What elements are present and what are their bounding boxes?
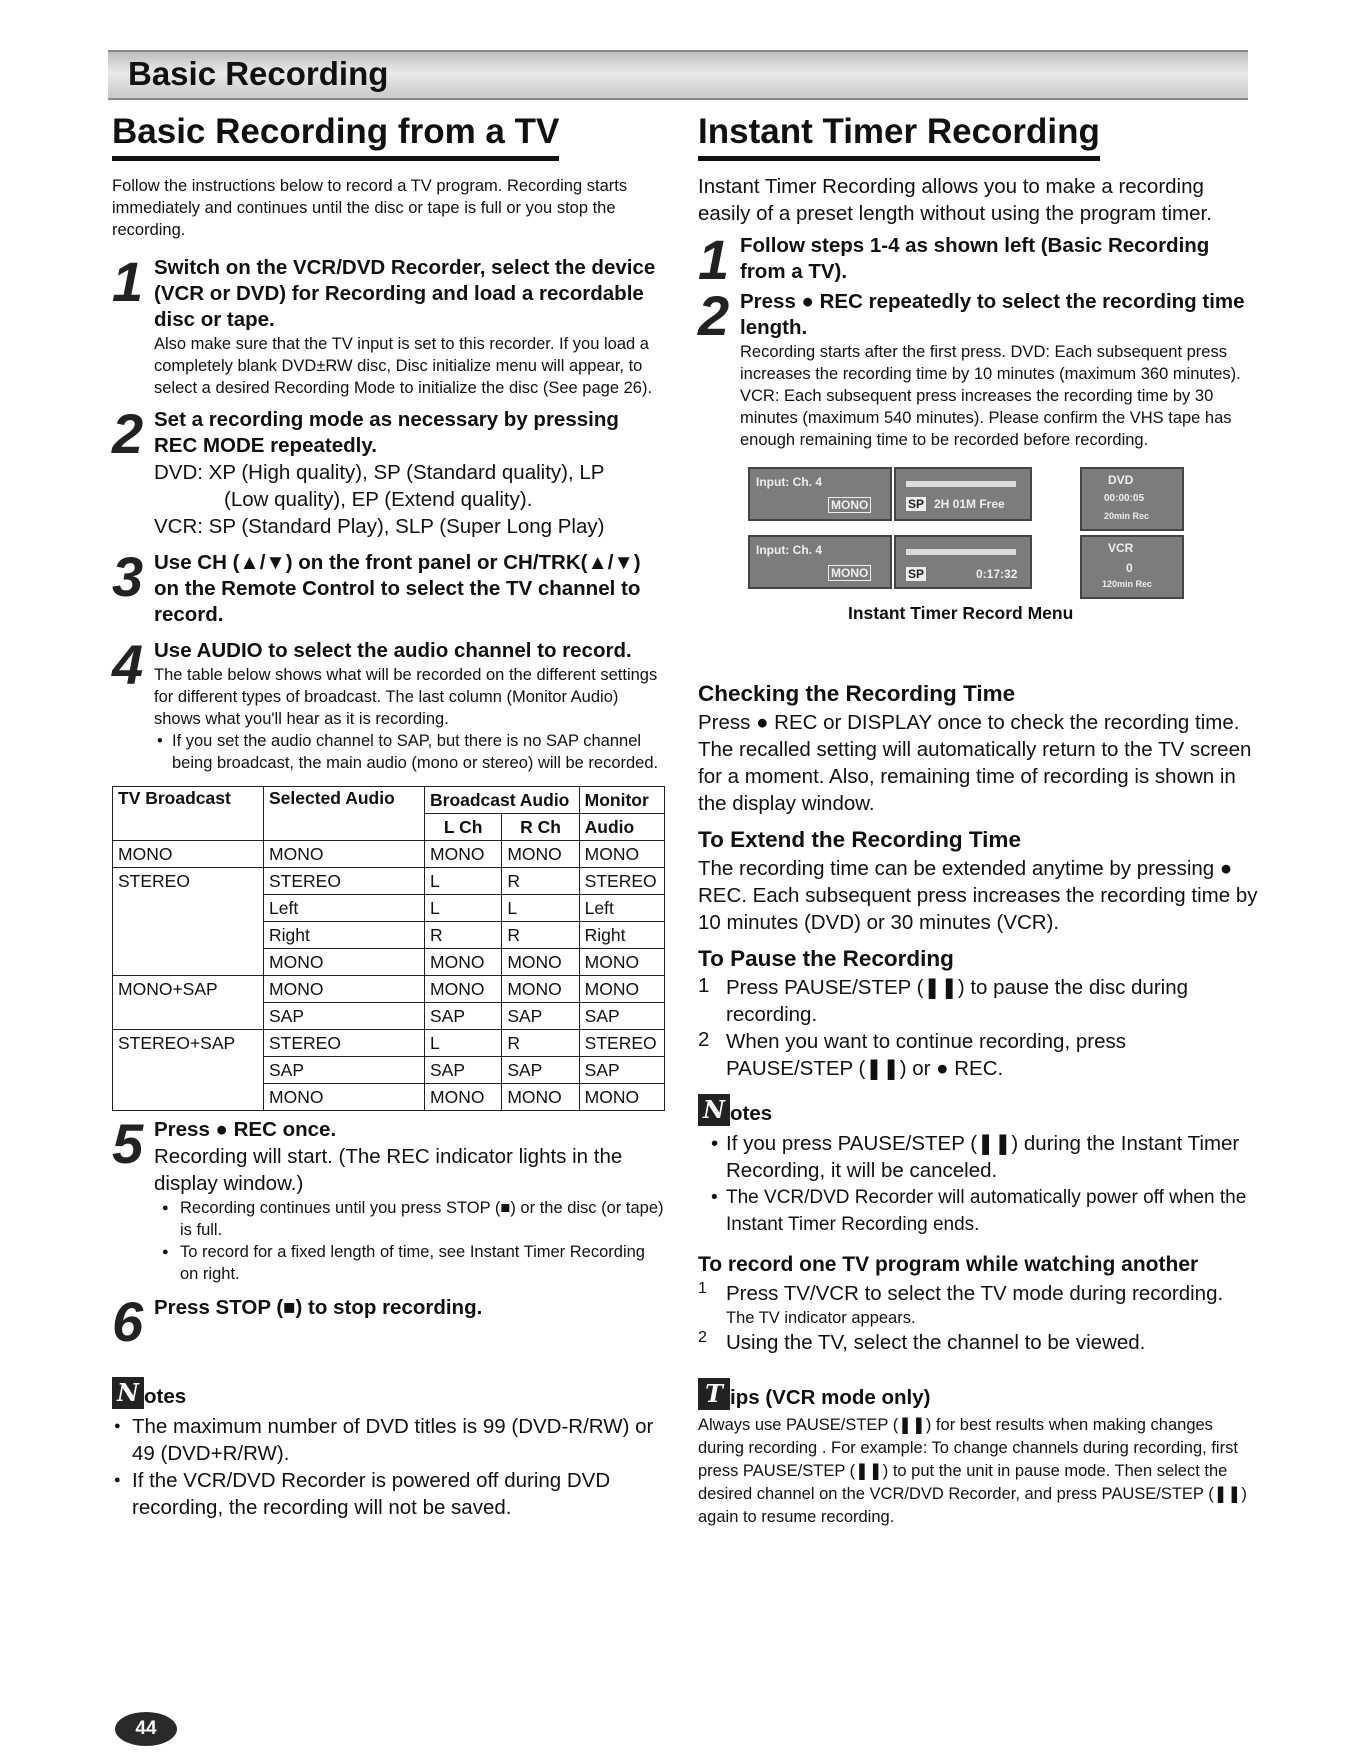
- table-cell: Left: [579, 895, 664, 922]
- table-header-lch: L Ch: [425, 814, 502, 841]
- table-cell: STEREO+SAP: [113, 1030, 264, 1057]
- table-cell: MONO: [425, 949, 502, 976]
- table-cell: MONO: [502, 841, 579, 868]
- osd-vcr-label: VCR: [1108, 541, 1134, 555]
- table-cell: L: [502, 895, 579, 922]
- step-heading: Press ● REC once.: [154, 1118, 337, 1141]
- pause-section: [698, 944, 1258, 1082]
- step-bullet: ● Recording continues until you press STOP (■) or the disc (or tape) is full.: [160, 1197, 667, 1241]
- table-cell: MONO: [264, 949, 425, 976]
- table-cell: Right: [264, 922, 425, 949]
- osd-dvd-status: [894, 467, 1032, 521]
- table-cell: MONO: [579, 976, 664, 1003]
- step-number: 1: [112, 250, 144, 313]
- step-vcr-modes: VCR: SP (Standard Play), SLP (Super Long Play): [154, 515, 605, 538]
- right-intro: Instant Timer Recording allows you to make a recording easily of a preset length without using the program timer.: [698, 175, 1212, 225]
- step-number: 4: [112, 633, 144, 696]
- osd-vcr-panel: [748, 535, 892, 589]
- table-cell: R: [425, 922, 502, 949]
- table-row: [113, 949, 665, 976]
- notes-title: otes: [144, 1385, 187, 1408]
- table-cell: STEREO: [113, 868, 264, 895]
- step-heading: Set a recording mode as necessary by pressing REC MODE repeatedly.: [154, 408, 619, 457]
- check-section: [698, 679, 1258, 817]
- right-step-2: [698, 284, 1258, 451]
- table-cell: MONO: [264, 841, 425, 868]
- step-number: 3: [112, 545, 144, 608]
- osd-sp-badge: SP: [908, 497, 925, 511]
- left-step-2: [112, 402, 667, 540]
- table-cell: MONO: [425, 841, 502, 868]
- osd-vcr-bar: [906, 549, 1016, 555]
- step-body: The table below shows what will be recorded on the different settings for different types of broadcast. The last column (Monitor Audio) shows what you'll hear as it is recording.: [154, 666, 658, 728]
- table-header-monitor: Monitor: [579, 787, 664, 814]
- step-number: 5: [112, 1112, 144, 1175]
- table-cell: [113, 949, 264, 976]
- extend-section: [698, 825, 1258, 936]
- table-cell: Left: [264, 895, 425, 922]
- table-cell: SAP: [425, 1003, 502, 1030]
- table-row: [113, 841, 665, 868]
- table-cell: [113, 922, 264, 949]
- table-cell: L: [425, 868, 502, 895]
- step-number: 1: [698, 228, 730, 291]
- right-notes: [698, 1094, 1258, 1238]
- table-row: [113, 1057, 665, 1084]
- left-section-title: Basic Recording from a TV: [112, 112, 559, 161]
- osd-sp-badge: SP: [908, 567, 925, 581]
- note-item: ● If the VCR/DVD Recorder is powered off during DVD recording, the recording will not be saved.: [112, 1467, 667, 1521]
- step-bullet: ● To record for a fixed length of time, see Instant Timer Recording on right.: [160, 1241, 667, 1285]
- pause-item-2: 2 When you want to continue recording, press PAUSE/STEP (❚❚) or ● REC.: [698, 1028, 1258, 1082]
- step-heading: Press ● REC repeatedly to select the recording time length.: [740, 290, 1245, 339]
- audio-table: [112, 786, 665, 1111]
- step-dvd-modes-cont: (Low quality), EP (Extend quality).: [224, 488, 533, 511]
- osd-vcr-status: [894, 535, 1032, 589]
- extend-body: The recording time can be extended anytime by pressing ● REC. Each subsequent press increases the recording time by 10 minutes (DVD) or 30 minutes (VCR).: [698, 857, 1258, 934]
- step-dvd-modes: DVD: XP (High quality), SP (Standard quality), LP: [154, 461, 605, 484]
- table-cell: MONO: [113, 841, 264, 868]
- table-cell: Right: [579, 922, 664, 949]
- watch-section: [698, 1250, 1258, 1356]
- table-row: [113, 1003, 665, 1030]
- tips-icon: T: [698, 1378, 730, 1410]
- watch-item-2: 2 Using the TV, select the channel to be viewed.: [698, 1329, 1258, 1356]
- osd-dvd-input: Input: Ch. 4: [756, 475, 822, 489]
- left-step-3: [112, 545, 667, 628]
- pause-item-text: Press PAUSE/STEP (❚❚) to pause the disc during recording.: [726, 976, 1189, 1026]
- table-cell: MONO: [502, 1084, 579, 1111]
- osd-mono-badge: MONO: [828, 497, 871, 513]
- right-section-title: Instant Timer Recording: [698, 112, 1100, 161]
- tips-title: ips (VCR mode only): [730, 1386, 931, 1409]
- step-number: 6: [112, 1290, 144, 1353]
- pause-title: To Pause the Recording: [698, 946, 954, 971]
- osd-caption: Instant Timer Record Menu: [848, 603, 1074, 623]
- right-step-1: [698, 228, 1258, 291]
- osd-vcr-num: 0: [1126, 561, 1133, 575]
- table-cell: MONO: [502, 949, 579, 976]
- table-cell: R: [502, 922, 579, 949]
- osd-mono-badge: MONO: [828, 565, 871, 581]
- table-header-broadcast: Broadcast Audio: [425, 787, 580, 814]
- note-item: ● The maximum number of DVD titles is 99 (DVD-R/RW) or 49 (DVD+R/RW).: [112, 1413, 667, 1467]
- note-item: • The VCR/DVD Recorder will automatically power off when the Instant Timer Recording ends.: [708, 1184, 1258, 1238]
- table-cell: SAP: [502, 1003, 579, 1030]
- table-cell: R: [502, 868, 579, 895]
- table-cell: MONO: [425, 1084, 502, 1111]
- watch-item-sub: The TV indicator appears.: [726, 1309, 916, 1327]
- table-row: [113, 922, 665, 949]
- table-cell: SAP: [264, 1057, 425, 1084]
- table-cell: [113, 1003, 264, 1030]
- extend-title: To Extend the Recording Time: [698, 827, 1021, 852]
- table-cell: L: [425, 1030, 502, 1057]
- left-step-6: [112, 1290, 667, 1355]
- note-item: • If you press PAUSE/STEP (❚❚) during the Instant Timer Recording, it will be canceled.: [708, 1130, 1258, 1184]
- watch-title: To record one TV program while watching another: [698, 1253, 1199, 1276]
- table-cell: SAP: [579, 1057, 664, 1084]
- header-title: Basic Recording: [128, 55, 389, 92]
- table-row: [113, 1084, 665, 1111]
- right-column: [698, 112, 1258, 1529]
- table-cell: MONO: [579, 1084, 664, 1111]
- check-body: Press ● REC or DISPLAY once to check the recording time. The recalled setting will automatically return to the TV screen for a moment. Also, remaining time of recording is shown in the display window.: [698, 711, 1252, 815]
- check-title: Checking the Recording Time: [698, 681, 1016, 706]
- osd-vcr-rec: 120min Rec: [1102, 579, 1153, 589]
- table-row: [113, 1030, 665, 1057]
- table-cell: MONO: [502, 976, 579, 1003]
- pause-item-text: When you want to continue recording, press PAUSE/STEP (❚❚) or ● REC.: [726, 1030, 1126, 1080]
- table-cell: MONO: [579, 949, 664, 976]
- table-cell: MONO+SAP: [113, 976, 264, 1003]
- left-notes: [112, 1377, 667, 1521]
- notes-icon: N: [698, 1094, 730, 1126]
- table-cell: MONO: [425, 976, 502, 1003]
- table-header-selected: Selected Audio: [264, 787, 425, 841]
- osd-vcr-input: Input: Ch. 4: [756, 543, 822, 557]
- step-heading: Switch on the VCR/DVD Recorder, select the device (VCR or DVD) for Recording and load a recordable disc or tape.: [154, 256, 656, 331]
- watch-item-text: Press TV/VCR to select the TV mode during recording.: [726, 1282, 1224, 1305]
- table-row: [113, 976, 665, 1003]
- osd-dvd-time: 00:00:05: [1104, 493, 1145, 504]
- table-cell: STEREO: [264, 868, 425, 895]
- step-number: 2: [112, 402, 144, 465]
- table-cell: MONO: [264, 976, 425, 1003]
- step-heading: Use AUDIO to select the audio channel to record.: [154, 639, 632, 662]
- step-heading: Use CH (▲/▼) on the front panel or CH/TRK(▲/▼) on the Remote Control to select the TV channel to record.: [154, 551, 641, 626]
- step-body: Recording starts after the first press. DVD: Each subsequent press increases the recording time by 10 minutes (maximum 360 minutes). VCR: Each subsequent press increases the recording time by 30 minutes (maximum 540 minutes). Please confirm the VHS tape has enough remaining time to be recorded before recording.: [740, 343, 1241, 449]
- header-bar: [108, 50, 1248, 100]
- osd-dvd-display: [1080, 467, 1184, 531]
- table-cell: SAP: [425, 1057, 502, 1084]
- table-cell: STEREO: [579, 1030, 664, 1057]
- watch-item-1: 1 Press TV/VCR to select the TV mode during recording. The TV indicator appears.: [698, 1280, 1258, 1329]
- step-body: Recording will start. (The REC indicator lights in the display window.): [154, 1145, 623, 1195]
- left-step-4: [112, 633, 667, 774]
- step-heading: Follow steps 1-4 as shown left (Basic Recording from a TV).: [740, 234, 1210, 283]
- osd-counter: 0:17:32: [976, 567, 1018, 581]
- table-header-rch: R Ch: [502, 814, 579, 841]
- table-row: [113, 895, 665, 922]
- table-header-audio: Audio: [579, 814, 664, 841]
- pause-item-1: 1 Press PAUSE/STEP (❚❚) to pause the disc during recording.: [698, 974, 1258, 1028]
- table-row: [113, 868, 665, 895]
- table-cell: STEREO: [579, 868, 664, 895]
- table-cell: MONO: [579, 841, 664, 868]
- osd-illustration: [698, 467, 1258, 627]
- left-step-1: [112, 250, 667, 399]
- step-heading: Press STOP (■) to stop recording.: [154, 1296, 483, 1319]
- table-cell: L: [425, 895, 502, 922]
- left-step-5: [112, 1112, 667, 1285]
- step-body: Also make sure that the TV input is set to this recorder. If you load a completely blank DVD±RW disc, Disc initialize menu will appear, to select a desired Recording Mode to initialize the disc (See page 26).: [154, 335, 653, 397]
- osd-dvd-bar: [906, 481, 1016, 487]
- table-cell: SAP: [502, 1057, 579, 1084]
- osd-free-time: 2H 01M Free: [934, 497, 1005, 511]
- table-cell: SAP: [264, 1003, 425, 1030]
- osd-dvd-panel: [748, 467, 892, 521]
- step-number: 2: [698, 284, 730, 347]
- tips-section: [698, 1378, 1258, 1529]
- osd-vcr-display: [1080, 535, 1184, 599]
- table-cell: R: [502, 1030, 579, 1057]
- osd-dvd-label: DVD: [1108, 473, 1134, 487]
- table-cell: SAP: [579, 1003, 664, 1030]
- osd-dvd-rec: 20min Rec: [1104, 511, 1150, 521]
- left-intro: Follow the instructions below to record a TV program. Recording starts immediately and continues until the disc or tape is full or you stop the recording.: [112, 177, 628, 239]
- notes-title: otes: [730, 1102, 773, 1125]
- table-cell: STEREO: [264, 1030, 425, 1057]
- left-column: [112, 112, 667, 1521]
- step-bullet: • If you set the audio channel to SAP, but there is no SAP channel being broadcast, the main audio (mono or stereo) will be recorded.: [154, 730, 667, 774]
- watch-item-text: Using the TV, select the channel to be viewed.: [726, 1331, 1146, 1354]
- page-number-badge: 44: [115, 1712, 177, 1746]
- table-cell: [113, 1084, 264, 1111]
- table-cell: MONO: [264, 1084, 425, 1111]
- notes-icon: N: [112, 1377, 144, 1409]
- tips-body: Always use PAUSE/STEP (❚❚) for best results when making changes during recording . For example: To change channels during recording, first press PAUSE/STEP (❚❚) to put the unit in pause mode. Then select the desired channel on the VCR/DVD Recorder, and press PAUSE/STEP (❚❚) again to resume recording.: [698, 1416, 1247, 1526]
- table-header-tv: TV Broadcast: [113, 787, 264, 841]
- table-cell: [113, 1057, 264, 1084]
- table-cell: [113, 895, 264, 922]
